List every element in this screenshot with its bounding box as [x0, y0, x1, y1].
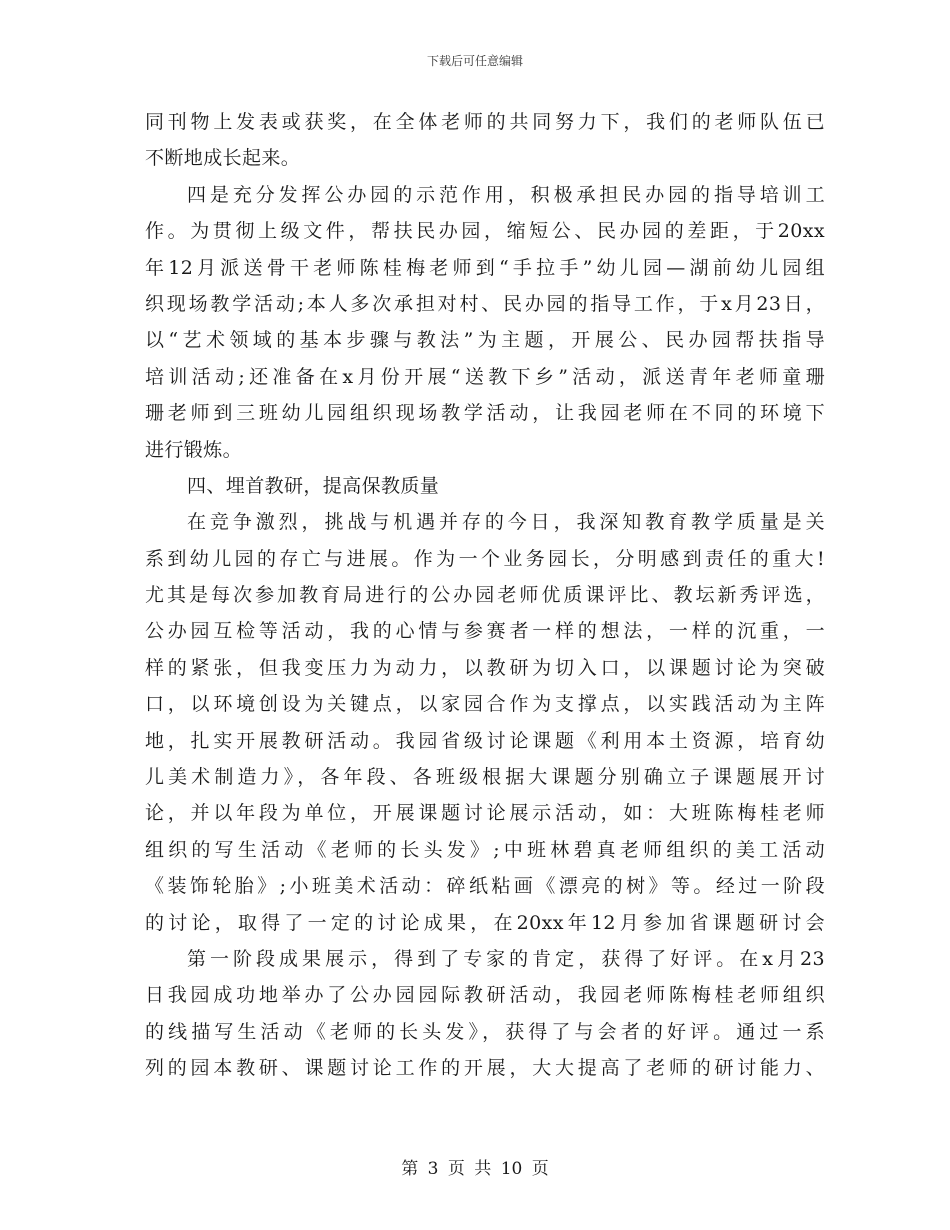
- text-line: 织现场教学活动;本人多次承担对村、民办园的指导工作，于x月23日，: [145, 292, 825, 315]
- text-line: 论，并以年段为单位，开展课题讨论展示活动，如：大班陈梅桂老师: [145, 802, 825, 825]
- text-line: 以“艺术领域的基本步骤与教法”为主题，开展公、民办园帮扶指导: [145, 329, 825, 352]
- text-line: 年12月派送骨干老师陈桂梅老师到“手拉手”幼儿园—湖前幼儿园组: [145, 256, 825, 279]
- text-line: 系到幼儿园的存亡与进展。作为一个业务园长，分明感到责任的重大!: [145, 547, 825, 570]
- text-line: 组织的写生活动《老师的长头发》;中班林碧真老师组织的美工活动: [145, 838, 825, 861]
- text-line: 尤其是每次参加教育局进行的公办园老师优质课评比、教坛新秀评选，: [145, 584, 825, 607]
- text-line: 列的园本教研、课题讨论工作的开展，大大提高了老师的研讨能力、: [145, 1057, 825, 1080]
- page-header: 下载后可任意编辑: [426, 54, 523, 68]
- text-line: 作。为贯彻上级文件，帮扶民办园，缩短公、民办园的差距，于20xx: [145, 220, 825, 243]
- text-line: 的线描写生活动《老师的长头发》，获得了与会者的好评。通过一系: [145, 1020, 825, 1043]
- text-line: 地，扎实开展教研活动。我园省级讨论课题《利用本土资源，培育幼: [145, 729, 825, 752]
- text-line: 不断地成长起来。: [145, 147, 301, 170]
- document-body: [145, 104, 825, 1087]
- text-line: 儿美术制造力》，各年段、各班级根据大课题分别确立子课题展开讨: [145, 766, 825, 789]
- text-line: 进行锻炼。: [145, 438, 243, 461]
- text-line: 培训活动;还准备在x月份开展“送教下乡”活动，派送青年老师童珊: [145, 365, 825, 388]
- text-line: 同刊物上发表或获奖，在全体老师的共同努力下，我们的老师队伍已: [145, 111, 825, 133]
- text-line: 日我园成功地举办了公办园园际教研活动，我园老师陈梅桂老师组织: [145, 984, 825, 1007]
- text-line: 公办园互检等活动，我的心情与参赛者一样的想法，一样的沉重，一: [145, 620, 825, 643]
- page-footer: 第 3 页 共 10 页: [401, 1159, 549, 1179]
- paragraph-start: 在竞争激烈，挑战与机遇并存的今日，我深知教育教学质量是关: [187, 511, 825, 534]
- text-line: 口，以环境创设为关键点，以家园合作为支撑点，以实践活动为主阵: [145, 693, 825, 716]
- section-heading: 四、埋首教研，提高保教质量: [187, 474, 440, 497]
- paragraph-start: 四是充分发挥公办园的示范作用，积极承担民办园的指导培训工: [187, 183, 825, 206]
- text-line: 的讨论，取得了一定的讨论成果，在20xx年12月参加省课题研讨会: [145, 911, 825, 934]
- text-line: 样的紧张，但我变压力为动力，以教研为切入口，以课题讨论为突破: [145, 656, 825, 679]
- text-line: 《装饰轮胎》;小班美术活动：碎纸粘画《漂亮的树》等。经过一阶段: [145, 875, 825, 898]
- paragraph-start: 第一阶段成果展示，得到了专家的肯定，获得了好评。在x月23: [187, 947, 825, 970]
- text-line: 珊老师到三班幼儿园组织现场教学活动，让我园老师在不同的环境下: [145, 402, 825, 425]
